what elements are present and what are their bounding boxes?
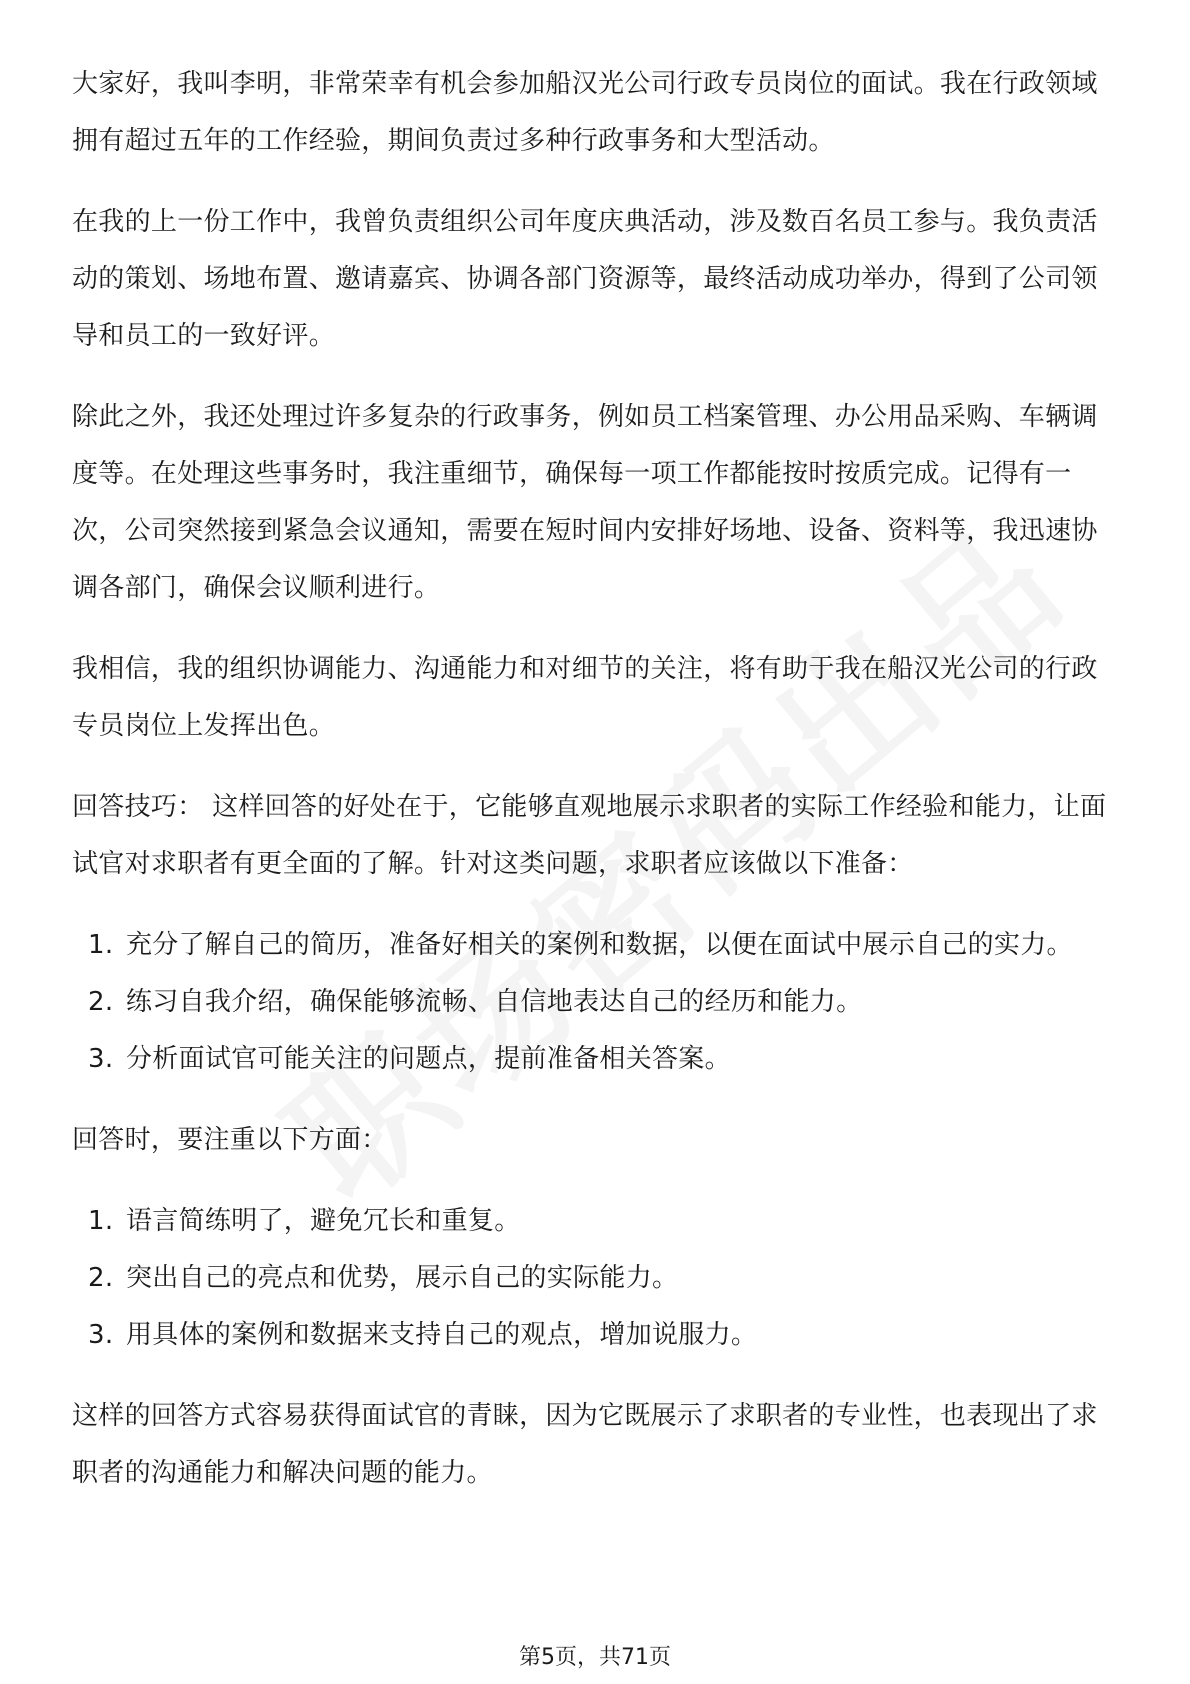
list-item-text: 突出自己的亮点和优势，展示自己的实际能力。 xyxy=(126,1263,679,1293)
list-item-text: 分析面试官可能关注的问题点，提前准备相关答案。 xyxy=(126,1044,731,1074)
list-item xyxy=(72,1031,1118,1088)
list-item-number: 1. xyxy=(88,1206,114,1236)
list-item-number: 2. xyxy=(88,1263,114,1293)
list-item-text: 用具体的案例和数据来支持自己的观点，增加说服力。 xyxy=(126,1320,758,1350)
page-number-footer: 第5页，共71页 xyxy=(519,1645,671,1670)
list-item-number: 2. xyxy=(88,987,114,1017)
list-item xyxy=(72,917,1118,974)
list-item-text: 练习自我介绍，确保能够流畅、自信地表达自己的经历和能力。 xyxy=(126,987,863,1017)
paragraph-admin-tasks: 除此之外，我还处理过许多复杂的行政事务，例如员工档案管理、办公用品采购、车辆调度等。在处理这些事务时，我注重细节，确保每一项工作都能按时按质完成。记得有一次，公司突然接到紧急会议通知，需要在短时间内安排好场地、设备、资料等，我迅速协调各部门，确保会议顺利进行。 xyxy=(72,402,1098,603)
document-body xyxy=(72,56,1118,1526)
list-item-number: 3. xyxy=(88,1044,114,1074)
paragraph-conclusion: 我相信，我的组织协调能力、沟通能力和对细节的关注，将有助于我在船汉光公司的行政专员岗位上发挥出色。 xyxy=(72,654,1098,741)
paragraph-intro: 大家好，我叫李明，非常荣幸有机会参加船汉光公司行政专员岗位的面试。我在行政领域拥有超过五年的工作经验，期间负责过多种行政事务和大型活动。 xyxy=(72,69,1098,156)
list-item-number: 3. xyxy=(88,1320,114,1350)
list-item-number: 1. xyxy=(88,930,114,960)
paragraph-answer-tips: 回答技巧： 这样回答的好处在于，它能够直观地展示求职者的实际工作经验和能力，让面试官对求职者有更全面的了解。针对这类问题，求职者应该做以下准备： xyxy=(72,792,1107,879)
focus-list xyxy=(72,1193,1118,1364)
list-item xyxy=(72,1193,1118,1250)
list-item xyxy=(72,1307,1118,1364)
list-item-text: 语言简练明了，避免冗长和重复。 xyxy=(126,1206,521,1236)
list-item xyxy=(72,1250,1118,1307)
paragraph-experience: 在我的上一份工作中，我曾负责组织公司年度庆典活动，涉及数百名员工参与。我负责活动的策划、场地布置、邀请嘉宾、协调各部门资源等，最终活动成功举办，得到了公司领导和员工的一致好评。 xyxy=(72,207,1098,351)
list-item xyxy=(72,974,1118,1031)
list-item-text: 充分了解自己的简历，准备好相关的案例和数据，以便在面试中展示自己的实力。 xyxy=(126,930,1073,960)
focus-heading: 回答时，要注重以下方面： xyxy=(72,1125,388,1155)
paragraph-closing: 这样的回答方式容易获得面试官的青睐，因为它既展示了求职者的专业性，也表现出了求职者的沟通能力和解决问题的能力。 xyxy=(72,1401,1098,1488)
prep-list xyxy=(72,917,1118,1088)
